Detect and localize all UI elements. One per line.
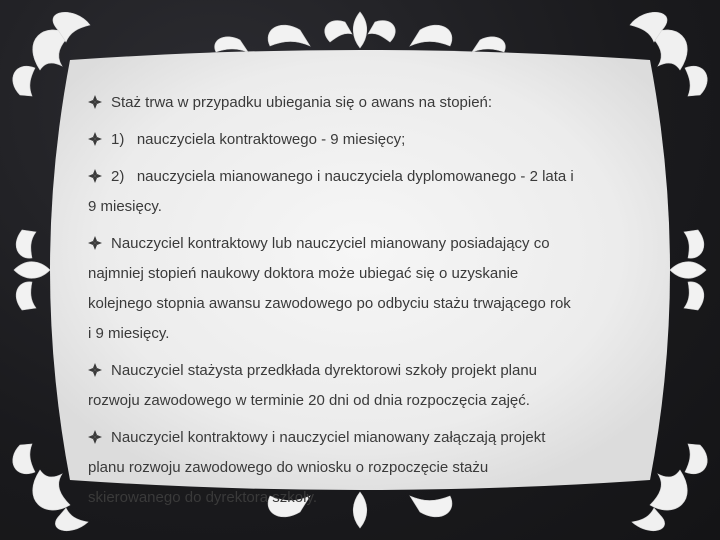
paragraph-line: kolejnego stopnia awansu zawodowego po odbyciu stażu trwającego rok	[88, 295, 571, 312]
paragraph-line: Nauczyciel stażysta przedkłada dyrektorowi szkoły projekt planu	[88, 356, 628, 386]
diamond-petal-bullet-icon	[88, 430, 102, 444]
baroque-flourish-icon	[670, 230, 706, 310]
paragraph-line: 2) nauczyciela mianowanego i nauczyciela dyplomowanego - 2 lata i	[88, 162, 628, 192]
paragraph-line: najmniej stopień naukowy doktora może ubiegać się o uzyskanie	[88, 265, 519, 282]
baroque-flourish-icon	[14, 230, 50, 310]
paragraph-line: Nauczyciel kontraktowy i nauczyciel mianowany załączają projekt	[88, 423, 628, 453]
paragraph-line: 1) nauczyciela kontraktowego - 9 miesięcy;	[88, 125, 628, 155]
paragraph-line: rozwoju zawodowego w terminie 20 dni od dnia rozpoczęcia zajęć.	[88, 392, 530, 409]
diamond-petal-bullet-icon	[88, 236, 102, 250]
bullet-paragraph	[88, 88, 628, 118]
diamond-petal-bullet-icon	[88, 95, 102, 109]
paragraph-line: planu rozwoju zawodowego do wniosku o rozpoczęcie stażu	[88, 459, 489, 476]
diamond-petal-bullet-icon	[88, 132, 102, 146]
paragraph-line: 9 miesięcy.	[88, 198, 162, 215]
paragraph-line: Staż trwa w przypadku ubiegania się o awans na stopień:	[88, 88, 628, 118]
paragraph-line: skierowanego do dyrektora szkoły.	[88, 489, 317, 506]
diamond-petal-bullet-icon	[88, 363, 102, 377]
baroque-flourish-icon	[215, 12, 506, 52]
bullet-paragraph	[88, 162, 628, 222]
bullet-paragraph	[88, 423, 628, 513]
slide-content	[88, 88, 628, 520]
bullet-paragraph	[88, 356, 628, 416]
paragraph-line: i 9 miesięcy.	[88, 325, 170, 342]
bullet-paragraph	[88, 229, 628, 349]
diamond-petal-bullet-icon	[88, 169, 102, 183]
paragraph-line: Nauczyciel kontraktowy lub nauczyciel mianowany posiadający co	[88, 229, 628, 259]
bullet-paragraph	[88, 125, 628, 155]
